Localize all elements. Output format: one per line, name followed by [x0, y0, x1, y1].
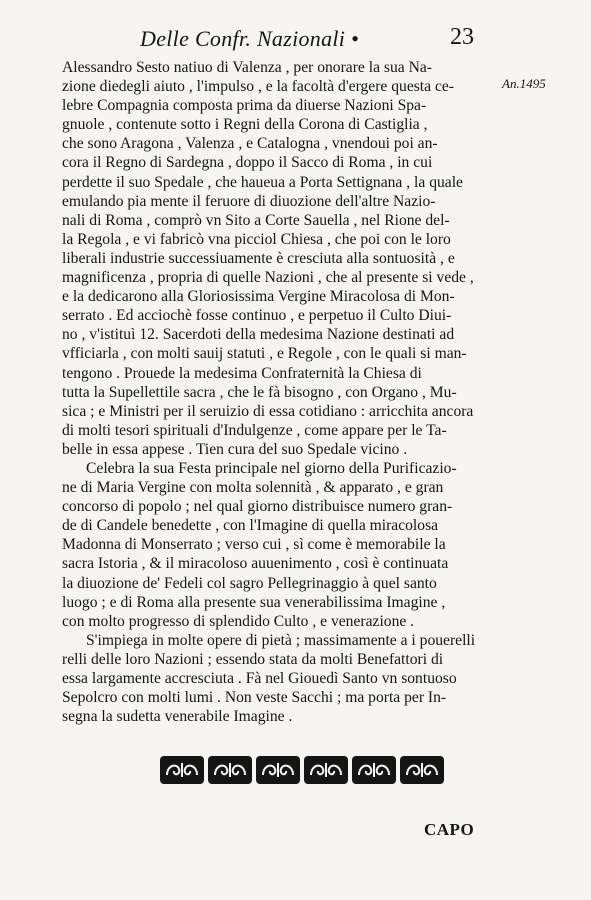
- text-line: nali di Roma , comprò vn Sito a Corte Sauella , nel Rione del-: [62, 211, 450, 229]
- text-line: sacra Istoria , & il miracoloso auuenimento , così è continuata: [62, 555, 449, 573]
- ornament-scroll-icon: [304, 756, 348, 784]
- text-line: sica ; e Ministri per il seruizio di essa cotidiano : arricchita ancora: [62, 402, 474, 420]
- text-line: lebre Compagnia composta prima da diuerse Nazioni Spa-: [62, 97, 427, 115]
- text-line: la diuozione de' Fedeli col sagro Pellegrinaggio à quel santo: [62, 574, 437, 592]
- text-line: liberali industrie successiuamente è cresciuta alla sontuosità , e: [62, 249, 455, 267]
- text-line: Alessandro Sesto natiuo di Valenza , per onorare la sua Na-: [62, 59, 432, 76]
- text-line: e la dedicarono alla Gloriosissima Vergine Miracolosa di Mon-: [62, 288, 455, 306]
- printers-ornament: [160, 756, 444, 784]
- text-line: cora il Regno di Sardegna , doppo il Sacco di Roma , in cui: [62, 154, 433, 172]
- ornament-scroll-icon: [352, 756, 396, 784]
- text-line: luogo ; e di Roma alla presente sua venerabilissima Imagine ,: [62, 593, 446, 611]
- text-line: che sono Aragona , Valenza , e Catalogna , vnendoui poi an-: [62, 135, 438, 153]
- body-text: [62, 58, 498, 726]
- ornament-scroll-icon: [400, 756, 444, 784]
- text-line: no , v'istituì 12. Sacerdoti della medesima Nazione destinati ad: [62, 326, 455, 344]
- text-line: magnificenza , propria di quelle Nazioni , che al presente si vede ,: [62, 269, 474, 287]
- text-line: concorso di popolo ; nel qual giorno distribuisce numero gran-: [62, 498, 453, 516]
- text-line: ne di Maria Vergine con molta solennità , & apparato , e gran: [62, 479, 444, 497]
- text-line: Celebra la sua Festa principale nel giorno della Purificazio-: [86, 459, 457, 477]
- text-line: Sepolcro con molti lumi . Non veste Sacchi ; ma porta per In-: [62, 689, 447, 707]
- page-number: 23: [450, 24, 474, 50]
- catchword: CAPO: [424, 820, 475, 839]
- text-line: perdette il suo Spedale , che haueua a Porta Settignana , la quale: [62, 173, 463, 191]
- text-line: S'impiega in molte opere di pietà ; massimamente a i pouerelli: [86, 631, 476, 649]
- text-line: segna la sudetta venerabile Imagine .: [62, 708, 293, 726]
- text-line: zione diedegli aiuto , l'impulso , e la facoltà d'ergere questa ce-: [62, 78, 454, 96]
- text-line: relli delle loro Nazioni ; essendo stata da molti Benefattori di: [62, 650, 444, 668]
- text-line: con molto progresso di splendido Culto , e venerazione .: [62, 612, 415, 630]
- text-line: vfficiarla , con molti sauij statuti , e Regole , con le quali si man-: [62, 345, 467, 363]
- running-head: Delle Confr. Nazionali •: [140, 26, 360, 51]
- text-line: serrato . Ed acciochè fosse continuo , e perpetuo il Culto Diui-: [62, 307, 452, 325]
- text-line: Madonna di Monserrato ; verso cui , sì come è memorabile la: [62, 536, 446, 554]
- text-line: gnuole , contenute sotto i Regni della Corona di Castiglia ,: [62, 116, 428, 134]
- ornament-scroll-icon: [160, 756, 204, 784]
- ornament-scroll-icon: [208, 756, 252, 784]
- margin-note-year: An.1495: [502, 76, 546, 91]
- text-line: emulando pia mente il feruore di diuozione dell'altre Nazio-: [62, 192, 436, 210]
- text-line: belle in essa appese . Tien cura del suo Spedale vicino .: [62, 440, 408, 458]
- text-line: de di Candele benedette , con l'Imagine di quella miracolosa: [62, 517, 439, 535]
- text-line: tengono . Prouede la medesima Confraternità la Chiesa di: [62, 364, 422, 382]
- ornament-scroll-icon: [256, 756, 300, 784]
- text-line: la Regola , e vi fabricò vna picciol Chiesa , che poi con le loro: [62, 230, 451, 248]
- text-line: tutta la Supellettile sacra , che le fà bisogno , con Organo , Mu-: [62, 383, 457, 401]
- text-line: essa largamente accresciuta . Fà nel Giouedì Santo vn sontuoso: [62, 670, 457, 687]
- text-line: di molti tesori spirituali d'Indulgenze , come appare per le Ta-: [62, 421, 447, 439]
